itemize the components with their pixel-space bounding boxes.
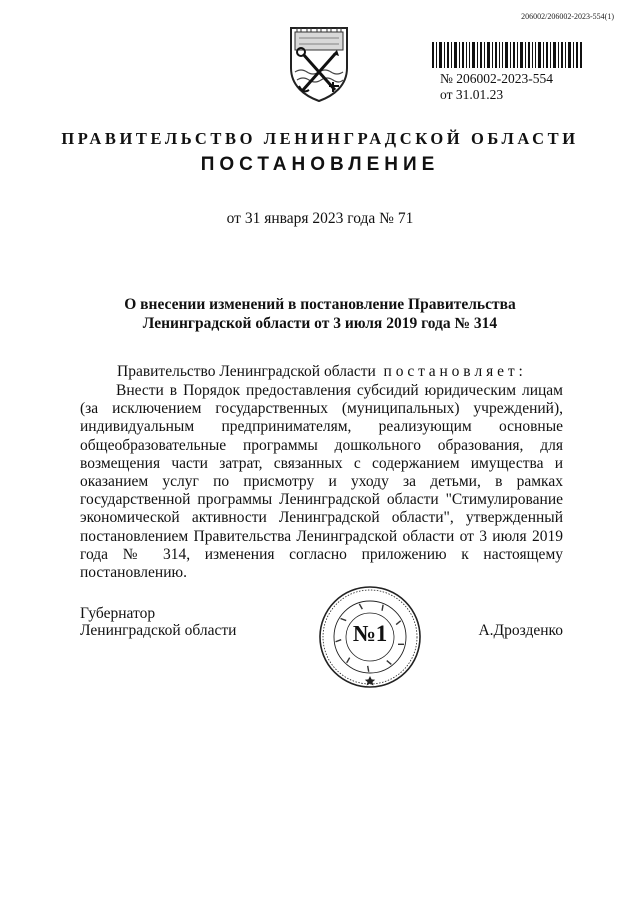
- decree-date-line: от 31 января 2023 года № 71: [226, 210, 414, 227]
- decree-heading-line-1: О внесении изменений в постановление Правительства: [124, 296, 516, 313]
- coat-of-arms-icon: [287, 24, 351, 104]
- document-code: 206002/206002-2023-554(1): [521, 12, 614, 21]
- registration-number: № 206002-2023-554: [440, 71, 553, 86]
- signatory-role-line-1: Губернатор: [80, 605, 156, 622]
- barcode: [432, 42, 582, 68]
- decree-body-text: Внести в Порядок предоставления субсидий юридическим лицам (за исключением государственных (муниципальных) учреждений), индивидуальным предпринимателям, реализующим основные общеобразовательные программы дошкольного образования, для возмещения части затрат, связанных с содержанием имущества и оказанием услуг по присмотру и уходу за детьми, в рамках государственной программы Ленинградской области "Стимулирование экономической активности Ленинградской области", утвержденный постановлением Правительства Ленинградской области от 3 июля 2019 года № 314, изменения согласно приложению к настоящему постановлению.: [80, 382, 563, 582]
- registration-date: от 31.01.23: [440, 87, 504, 102]
- decree-statement: Правительство Ленинградской области п о с т а н о в л я е т :: [117, 363, 523, 380]
- signatory-name: А.Дрозденко: [478, 622, 563, 639]
- document-type-title: ПОСТАНОВЛЕНИЕ: [200, 154, 440, 175]
- government-title: ПРАВИТЕЛЬСТВО ЛЕНИНГРАДСКОЙ ОБЛАСТИ: [61, 129, 579, 148]
- seal-number: №1: [352, 621, 388, 646]
- signatory-role-line-2: Ленинградской области: [80, 622, 237, 639]
- decree-heading-line-2: Ленинградской области от 3 июля 2019 года № 314: [142, 315, 498, 332]
